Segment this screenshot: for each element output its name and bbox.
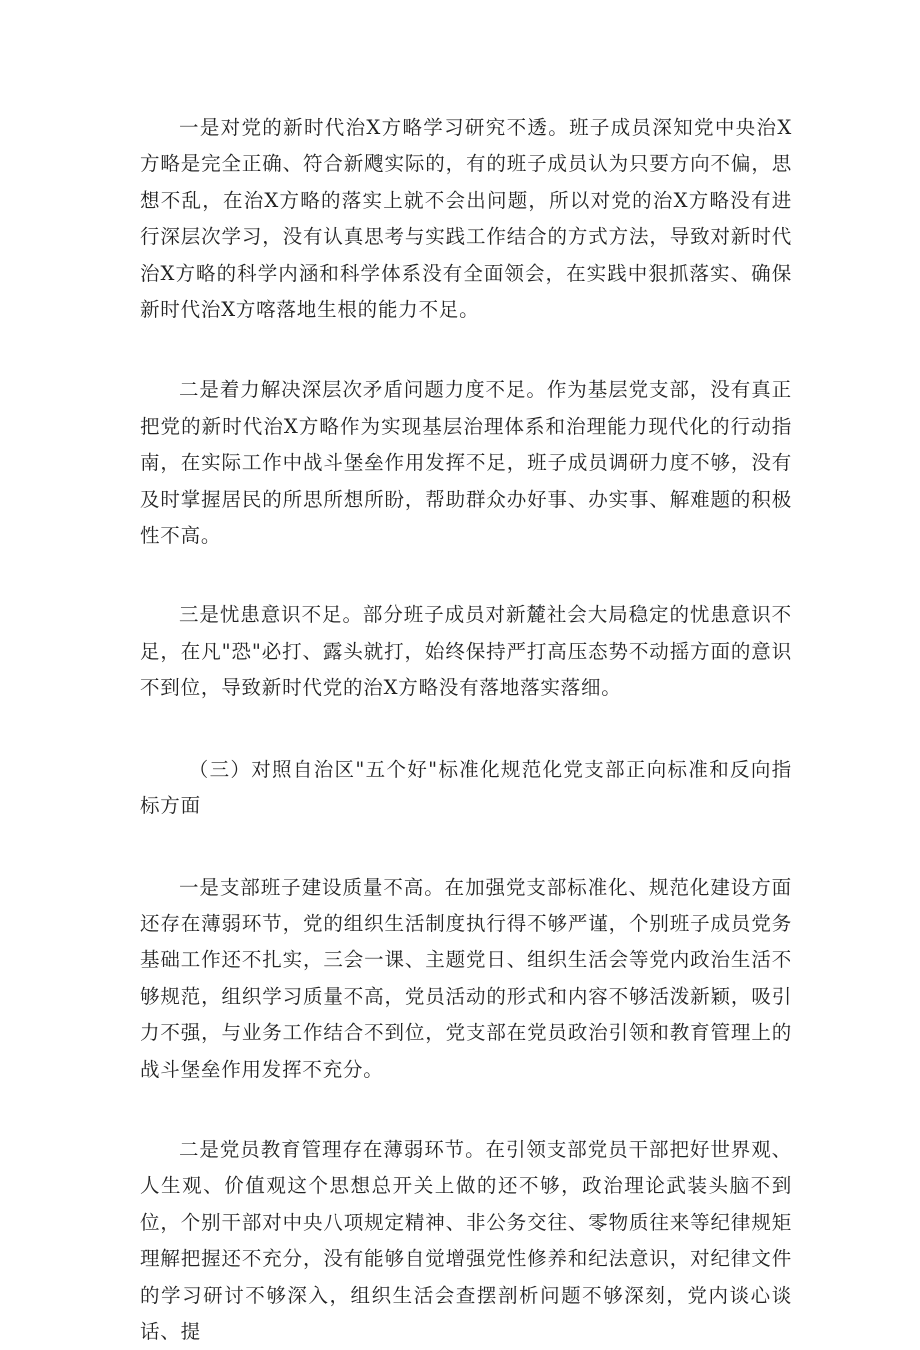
paragraph-study-insufficient: 一是对党的新时代治X方略学习研究不透。班子成员深知党中央治X方略是完全正确、符合新飕实际的，有的班子成员认为只要方向不偏，思想不乱，在治X方略的落实上就不会出问题，所以对党的治X方略没有进行深层次学习，没有认真思考与实践工作结合的方式方法，导致对新时代治X方略的科学内涵和科学体系没有全面领会，在实践中狠抓落实、确保新时代治X方喀落地生根的能力不足。	[140, 116, 792, 322]
paragraph-member-education: 二是党员教育管理存在薄弱环节。在引领支部党员干部把好世界观、人生观、价值观这个思想总开关上做的还不够，政治理论武装头脑不到位，个别干部对中央八项规定精神、非公务交往、零物质往来等纪律规矩理解把握还不充分，没有能够自觉增强党性修养和纪法意识，对纪律文件的学习研讨不够深入，组织生活会查摆剖析问题不够深刻，党内谈心谈话、提	[140, 1137, 792, 1343]
document-body	[140, 110, 792, 1350]
section-heading-three: （三）对照自治区"五个好"标准化规范化党支部正向标准和反向指标方面	[140, 757, 792, 818]
paragraph-branch-building: 一是支部班子建设质量不高。在加强党支部标准化、规范化建设方面还存在薄弱环节，党的组织生活制度执行得不够严谨，个别班子成员党务基础工作还不扎实，三会一课、主题党日、组织生活会等党内政治生活不够规范，组织学习质量不高，党员活动的形式和内容不够活泼新颖，吸引力不强，与业务工作结合不到位，党支部在党员政治引领和教育管理上的战斗堡垒作用发挥不充分。	[140, 875, 792, 1081]
paragraph-deep-problems: 二是着力解决深层次矛盾问题力度不足。作为基层党支部，没有真正把党的新时代治X方略作为实现基层治理体系和治理能力现代化的行动指南，在实际工作中战斗堡垒作用发挥不足，班子成员调研力度不够，没有及时掌握居民的所思所想所盼，帮助群众办好事、办实事、解难题的积极性不高。	[140, 378, 792, 548]
paragraph-risk-awareness: 三是忧患意识不足。部分班子成员对新麓社会大局稳定的忧患意识不足，在凡"恐"必打、露头就打，始终保持严打高压态势不动摇方面的意识不到位，导致新时代党的治X方略没有落地落实落细。	[140, 603, 792, 700]
